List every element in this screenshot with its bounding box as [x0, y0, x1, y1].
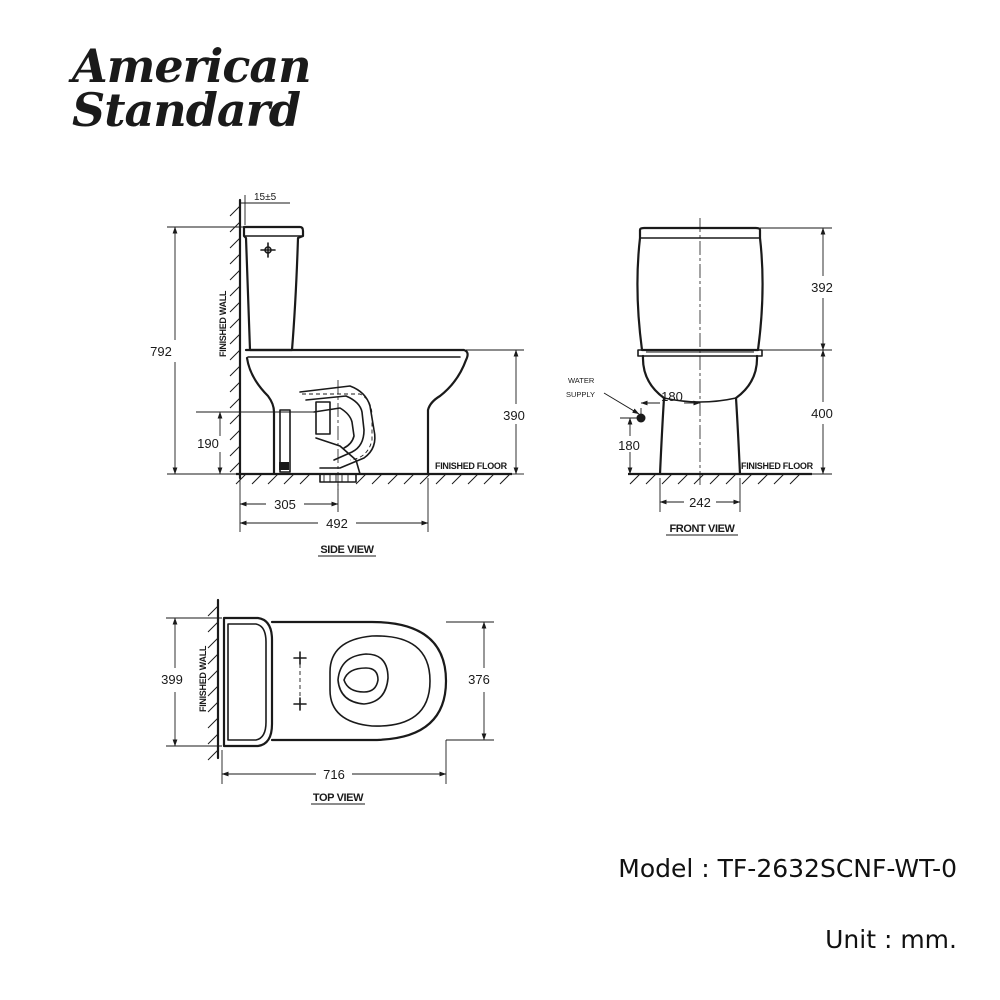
model-number: Model : TF-2632SCNF-WT-0 — [618, 854, 957, 883]
dim-bowl-height: 400 — [811, 406, 833, 421]
side-floor — [236, 461, 512, 484]
water-supply-label-2: SUPPLY — [566, 390, 596, 399]
front-view-title: FRONT VIEW — [669, 523, 735, 535]
front-floor — [628, 461, 814, 484]
front-view — [566, 218, 833, 535]
dim-bowl-width: 376 — [468, 672, 490, 687]
top-view-title: TOP VIEW — [312, 792, 364, 804]
side-finished-floor-label: FINISHED FLOOR — [435, 461, 507, 471]
dim-supply-height: 180 — [618, 438, 640, 453]
dim-supply-offset: 180 — [661, 389, 683, 404]
top-view — [161, 600, 494, 804]
side-view — [150, 192, 525, 556]
side-dimensions — [150, 192, 525, 532]
unit-note: Unit : mm. — [825, 925, 957, 954]
side-view-title: SIDE VIEW — [320, 544, 374, 556]
side-tank — [244, 227, 303, 350]
dim-total-height: 792 — [150, 344, 172, 359]
top-bowl — [272, 622, 446, 740]
brand-logo-line2: Standard — [72, 83, 301, 137]
water-supply-label-1: WATER — [568, 376, 595, 385]
side-wall — [218, 200, 240, 478]
dim-base-width: 242 — [689, 495, 711, 510]
dim-tank-height: 392 — [811, 280, 833, 295]
dim-tank-width: 399 — [161, 672, 183, 687]
dim-wall-offset: 15±5 — [254, 192, 277, 203]
dim-seat-height: 390 — [503, 408, 525, 423]
side-finished-wall-label: FINISHED WALL — [218, 290, 228, 357]
brand-logo — [68, 39, 311, 137]
top-tank — [224, 618, 306, 746]
brand-logo-line1: American — [72, 39, 311, 93]
dim-overall-length: 716 — [323, 767, 345, 782]
water-supply — [566, 376, 646, 423]
flush-button-icon — [261, 243, 275, 257]
dim-rough-in: 305 — [274, 497, 296, 512]
front-finished-floor-label: FINISHED FLOOR — [741, 461, 813, 471]
top-finished-wall-label: FINISHED WALL — [198, 645, 208, 712]
dim-outlet-height: 190 — [197, 436, 219, 451]
top-wall — [198, 600, 218, 760]
dim-depth: 492 — [326, 516, 348, 531]
